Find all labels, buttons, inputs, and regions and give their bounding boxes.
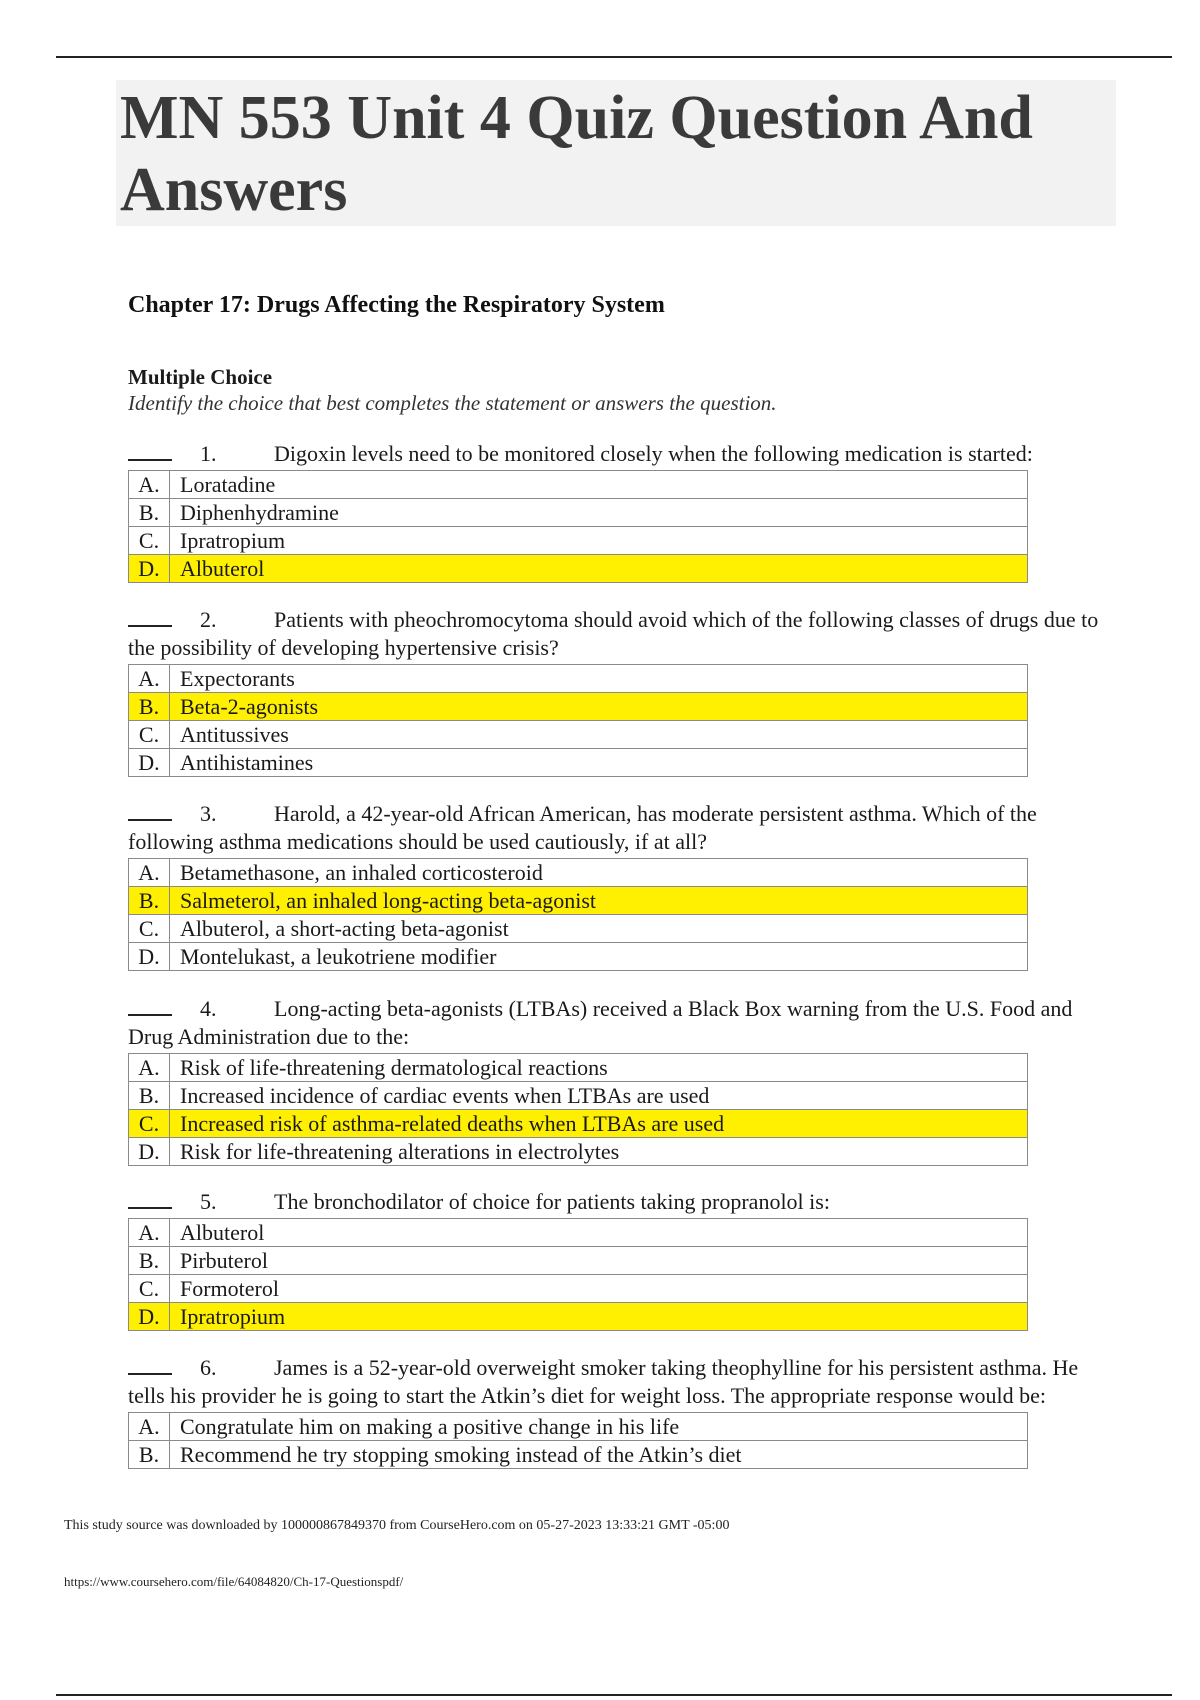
- option-text: Congratulate him on making a positive change in his life: [170, 1413, 1028, 1441]
- option-letter: A.: [129, 1054, 170, 1082]
- question-5: [128, 1188, 1108, 1331]
- option-text: Montelukast, a leukotriene modifier: [170, 943, 1028, 971]
- source-note: This study source was downloaded by 100000867849370 from CourseHero.com on 05-27-2023 13:33:21 GMT -05:00: [64, 1518, 730, 1533]
- question-text: Digoxin levels need to be monitored closely when the following medication is started:: [274, 441, 1033, 466]
- option-letter: C.: [129, 915, 170, 943]
- option-row: [129, 1054, 1028, 1082]
- option-text: Increased incidence of cardiac events when LTBAs are used: [170, 1082, 1028, 1110]
- option-letter: C.: [129, 1275, 170, 1303]
- section-label: Multiple Choice: [128, 365, 273, 389]
- option-letter: A.: [129, 859, 170, 887]
- option-text: Pirbuterol: [170, 1247, 1028, 1275]
- option-letter: A.: [129, 665, 170, 693]
- question-text: Long-acting beta-agonists (LTBAs) received a Black Box warning from the U.S. Food and Drug Administration due to the:: [128, 996, 1073, 1049]
- option-text: Diphenhydramine: [170, 499, 1028, 527]
- answer-blank: [128, 441, 172, 461]
- option-letter: B.: [129, 887, 170, 915]
- option-text: Loratadine: [170, 471, 1028, 499]
- question-number: 6.: [200, 1355, 217, 1380]
- option-letter: A.: [129, 1219, 170, 1247]
- option-row: [129, 943, 1028, 971]
- option-row: [129, 1441, 1028, 1469]
- option-row: [129, 1219, 1028, 1247]
- option-text: Albuterol, a short-acting beta-agonist: [170, 915, 1028, 943]
- option-text: Recommend he try stopping smoking instead of the Atkin’s diet: [170, 1441, 1028, 1469]
- question-text: James is a 52-year-old overweight smoker taking theophylline for his persistent asthma. He tells his provider he is going to start the Atkin’s diet for weight loss. The appropriate response would be:: [128, 1355, 1079, 1408]
- bottom-rule: [56, 1694, 1172, 1696]
- page-title: MN 553 Unit 4 Quiz Question And Answers: [120, 84, 1033, 224]
- option-row: [129, 749, 1028, 777]
- question-3: [128, 800, 1108, 971]
- option-row-correct: [129, 693, 1028, 721]
- option-row-correct: [129, 555, 1028, 583]
- option-row: [129, 1082, 1028, 1110]
- option-row: [129, 1413, 1028, 1441]
- option-letter: A.: [129, 1413, 170, 1441]
- option-row: [129, 527, 1028, 555]
- options-table: [128, 1053, 1028, 1166]
- option-row: [129, 499, 1028, 527]
- option-letter: D.: [129, 1138, 170, 1166]
- options-table: [128, 858, 1028, 971]
- option-text: Beta-2-agonists: [170, 693, 1028, 721]
- question-number: 1.: [200, 441, 217, 466]
- option-text: Ipratropium: [170, 1303, 1028, 1331]
- option-row: [129, 721, 1028, 749]
- options-table: [128, 664, 1028, 777]
- option-letter: C.: [129, 527, 170, 555]
- option-row: [129, 665, 1028, 693]
- answer-blank: [128, 607, 172, 627]
- option-letter: D.: [129, 1303, 170, 1331]
- question-number: 4.: [200, 996, 217, 1021]
- option-row: [129, 915, 1028, 943]
- option-text: Antihistamines: [170, 749, 1028, 777]
- question-number: 3.: [200, 801, 217, 826]
- option-text: Risk for life-threatening alterations in electrolytes: [170, 1138, 1028, 1166]
- option-row: [129, 1138, 1028, 1166]
- option-letter: B.: [129, 1441, 170, 1469]
- source-url-link[interactable]: https://www.coursehero.com/file/64084820/Ch-17-Questionspdf/: [64, 1574, 404, 1589]
- option-row: [129, 471, 1028, 499]
- option-row: [129, 859, 1028, 887]
- option-row: [129, 1247, 1028, 1275]
- option-letter: D.: [129, 749, 170, 777]
- question-2: [128, 606, 1108, 777]
- option-letter: B.: [129, 499, 170, 527]
- options-table: [128, 1412, 1028, 1469]
- option-letter: C.: [129, 1110, 170, 1138]
- option-letter: D.: [129, 555, 170, 583]
- question-number: 5.: [200, 1189, 217, 1214]
- option-letter: D.: [129, 943, 170, 971]
- option-text: Risk of life-threatening dermatological reactions: [170, 1054, 1028, 1082]
- question-text: Patients with pheochromocytoma should avoid which of the following classes of drugs due to the possibility of developing hypertensive crisis?: [128, 607, 1099, 660]
- chapter-heading: Chapter 17: Drugs Affecting the Respiratory System: [128, 292, 665, 318]
- answer-blank: [128, 1355, 172, 1375]
- option-row-correct: [129, 1303, 1028, 1331]
- option-letter: A.: [129, 471, 170, 499]
- top-rule: [56, 56, 1172, 58]
- option-text: Ipratropium: [170, 527, 1028, 555]
- option-text: Expectorants: [170, 665, 1028, 693]
- instructions: Identify the choice that best completes the statement or answers the question.: [128, 391, 777, 415]
- question-text: The bronchodilator of choice for patients taking propranolol is:: [274, 1189, 830, 1214]
- option-text: Formoterol: [170, 1275, 1028, 1303]
- option-text: Antitussives: [170, 721, 1028, 749]
- option-text: Albuterol: [170, 1219, 1028, 1247]
- option-text: Albuterol: [170, 555, 1028, 583]
- option-letter: C.: [129, 721, 170, 749]
- option-text: Betamethasone, an inhaled corticosteroid: [170, 859, 1028, 887]
- option-row-correct: [129, 887, 1028, 915]
- option-row: [129, 1275, 1028, 1303]
- question-number: 2.: [200, 607, 217, 632]
- question-4: [128, 995, 1108, 1166]
- answer-blank: [128, 801, 172, 821]
- question-1: [128, 440, 1108, 583]
- option-text: Salmeterol, an inhaled long-acting beta-agonist: [170, 887, 1028, 915]
- option-letter: B.: [129, 1247, 170, 1275]
- options-table: [128, 470, 1028, 583]
- options-table: [128, 1218, 1028, 1331]
- option-text: Increased risk of asthma-related deaths when LTBAs are used: [170, 1110, 1028, 1138]
- question-6: [128, 1354, 1108, 1469]
- answer-blank: [128, 996, 172, 1016]
- option-row-correct: [129, 1110, 1028, 1138]
- answer-blank: [128, 1189, 172, 1209]
- question-text: Harold, a 42-year-old African American, has moderate persistent asthma. Which of the following asthma medications should be used cautiously, if at all?: [128, 801, 1037, 854]
- option-letter: B.: [129, 1082, 170, 1110]
- option-letter: B.: [129, 693, 170, 721]
